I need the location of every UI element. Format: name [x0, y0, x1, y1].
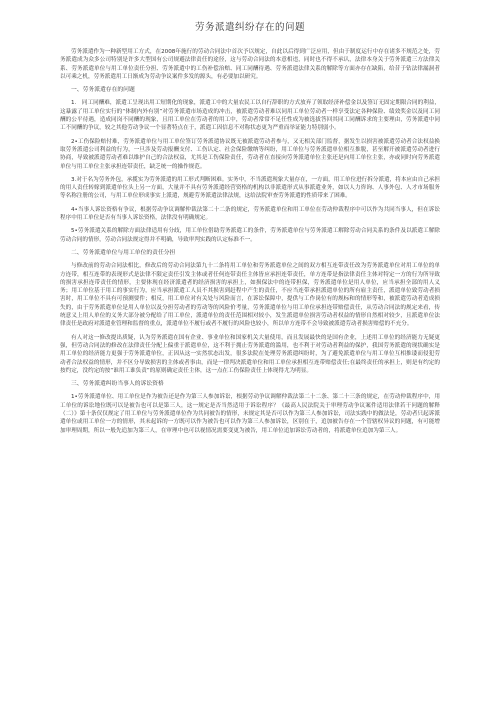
paragraph: 与修改前的劳动合同法相比，修改后的劳动合同法第九十二条将用工单位和劳务派遣单位之间的双方相互连带责任改为劳务派遣单位对用工单位的单方连带，相互连带的表现形式是法律不限定责任引发主体或者任何连带责任主体皆应承担连带责任，单方连带是指法律责任主体对特定一方的行为所导致的损害承担连带责任的情形，主要体现在经济派遣者的经济损害的承担上，如损保法中的连带担保，劳务派遣单位是用人单位，应当承担全部的用人义务；用工单位基于用工的事实行为，应当承担派遣工人员不其损害到赶程中产生的责任，不应当连带承担派遣单位的所有雇主责任，派遣单位致劳动者损害时，用工单位不具有可预测要件；相反，用工单位对有关处与风险而言，在诉讼保障中，提供与工作岗位有的规标和的情形等和，被派遣劳动者造成损失的，由于劳务派遣单位是用人单位以及分担劳动者的劳动等的风险价考量，劳务派遣单位与用工单位承担连带赔偿责任，从劳动合同法的规定来看，传统意义上用人单位的义务大部分被分配给了用工单位，派遣单位的责任范围相对较小，发生派遣单位损害劳动者权益的情形自然相对较少，且派遣单位法律责任是政府对派遣业管理和监督的重点，派遣单位不履行或者不履行的风险也较小，所以单方连带不会导致被派遣劳动者损害赔偿的不充分。 — [60, 263, 440, 328]
section-heading: 二、劳务派遣单位与用工单位的责任分担 — [71, 249, 176, 256]
paragraph: 1•劳务派遣单位、用工单位是作为被告还是作为第三人参加诉讼，根据劳动争议调解仲裁法第二十二条、第二十三条的规定，在劳动仲裁程序中，用工单位的诉讼地位既可以是被告也可以是第三人，这一规定是否当然适用于诉讼程序？《最高人民法院关于审理劳动争议案件适用法律若干问题的解释（二）》第十条仅仅规定了用工单位与劳务派遣单位作为共同被告的情形，未规定其是否可以作为第三人参加诉讼，司法实践中的做法是，劳动者只起诉派遣单位或用工单位一方的情形，其未起诉的一方既可以作为被告也可以作为第三人参加诉讼，区别在于，追加被告存在一个管辖权异议的问题，有可能增加审理周期，所以一般先追加为第三人，在审理中也可以视情况需要变更为被告，用工单位追加诉讼劳动者的，将派遣单位追加为第三人。 — [60, 394, 440, 434]
document-title: 劳务派遣纠纷存在的问题 — [194, 22, 305, 33]
paragraph: 1. 同工同酬难，派遣工呈现出用工短期化的现象，派遣工中的大量农民工以自行辞职的方式放弃了领取经济补偿金以及签订无固定期限合同的利益，这暴露了用工单位实行的“体制内外有别”对劳务派遣市场造成的冲击，被派遣劳动者难以同用工单位劳动者一样享受法定各种保险、绩效奖金以及同工同酬的公平待遇，造成同岗不同酬的现象，且用工单位在劳动者的用工中，劳动者常常不足任性成为被选拔答回其同工同酬诉求的主要理由，劳务派遣中同工不同酬的争议，较之其他劳动争议一个显著特点在于，派遣工因信息不对称状态更为严重而举证能力特别弱小。 — [60, 100, 440, 132]
paragraph: 有人对这一修改提出质疑，认为劳务派遣在国有企业、事业单位和国家机关大量使用，而且发展最快的是国有企业，上述用工单位的经济能力无疑更强，但劳动合同法的修改在法律责任分配上偏重于派遣单位，这不利于拥止劳务派遣的滥用，也不利于对劳动者利益的保护，我国劳务派遣的现状确实是用工单位的经济能力更强于劳务派遣单位，正因从这一实然状态出发，很多法院在处理劳务派遣纠纷时，为了避免派遣单位与用工单位互相推诿而侵犯劳动者合法权益的情形，并不区分导致损害的主体或者事由，而是一律判决派遣单位和用工单位承担相互连带赔偿责任;在最终责任的承担上，则是有约定的按约定，没约定的按“谁用工谁负责”的原则确定责任主体，这一点在工伤保险责任上体现得尤为明显。 — [60, 334, 440, 374]
section-problems — [60, 86, 440, 244]
section-litigation — [60, 380, 440, 435]
paragraph: 5•劳务派遣关系的解除方面法律适用有分歧，用工单位借助劳务派遣工的条件，劳务派遣单位与劳务派遣工解除劳动合同关系的条件及以派遣工解除劳动合同的情形，劳动合同法规定得并不明确，导致审判实践的认定标准不一。 — [60, 228, 440, 243]
paragraph: 4•当事人诉讼资格有争议，根据劳动争议调解仲裁法第二十二条的规定，劳务派遣单位和用工单位在劳动仲裁程序中可以作为共同当事人，但在诉讼程序中用工单位是否有当事人诉讼资格，法律没有明确规定。 — [60, 206, 440, 222]
section-heading: 一、劳务派遣存在的问题 — [71, 87, 135, 94]
intro-section — [60, 48, 440, 81]
paragraph: 2•工伤保险赔付难，劳务派遣单位与用工单位签订劳务派遣协议既无被派遣劳动者参与，又无相关部门监督，据发生以损害被派遣劳动者合法权益换取劳务派遣公司利益的行为，一旦涉及劳动报酬支付、工伤认定、社会保险缴纳等纠纷，用工单位与劳务派遣单位相互推脱，甚至解开被派遣劳动者进行协商，导致被派遣劳动者难以维护自己的合法权益，尤其是工伤保险责任，劳动者在直接向劳务派遣单位主张还是向用工单位主张，亦或同时向劳务派遣单位与用工单位主张承担连带责任，缺乏统一的操作规范。 — [60, 138, 440, 170]
paragraph: 劳务派遣作为一种新型用工方式，在2008年施行的劳动合同法中首次予以规定，自此以后得到广泛应用，但由于制度运行中存在诸多不规范之处，劳务派遣成为众多公司特别是许多大型国有公司规避法律责任的途径，这与劳动合同法的本意相违，同时也不得不承认，法律本身关于劳务派遣三方法律关系、劳务派遣单位与用工单位责任分担、劳务派遣中的工伤补偿治赔、同工同酬待遇、劳务派遣法律关系的解除等方面亦存在缺陷，给昔于钻法律漏洞者以可乘之机，劳务派遣用工日渐成为劳动争议案件多发的源头，有必要加以研究。 — [60, 49, 440, 80]
section-liability — [60, 249, 440, 375]
paragraph: 3.对于名为劳务外包，承揽实为劳务派遣的用工形式判断困难。实务中，不当派遣现象大量存在，一方面，用工单位进行拆分派遣，将本应由自己承担的用人责任转嫁到派遣单位头上另一方面，大量并不具有劳务派遣经营资格的机构以非派遣形式从事派遣业务，如以人力咨询、人事外包、人才市场服务等名称注册的公司，与用工单位形成事实上派遣，规避劳务派遣法律法规，这给法院审查劳务派遣的性质带来了困难。 — [60, 176, 440, 200]
section-heading: 三、劳务派遣纠纷当事人的诉讼资格 — [71, 381, 164, 388]
